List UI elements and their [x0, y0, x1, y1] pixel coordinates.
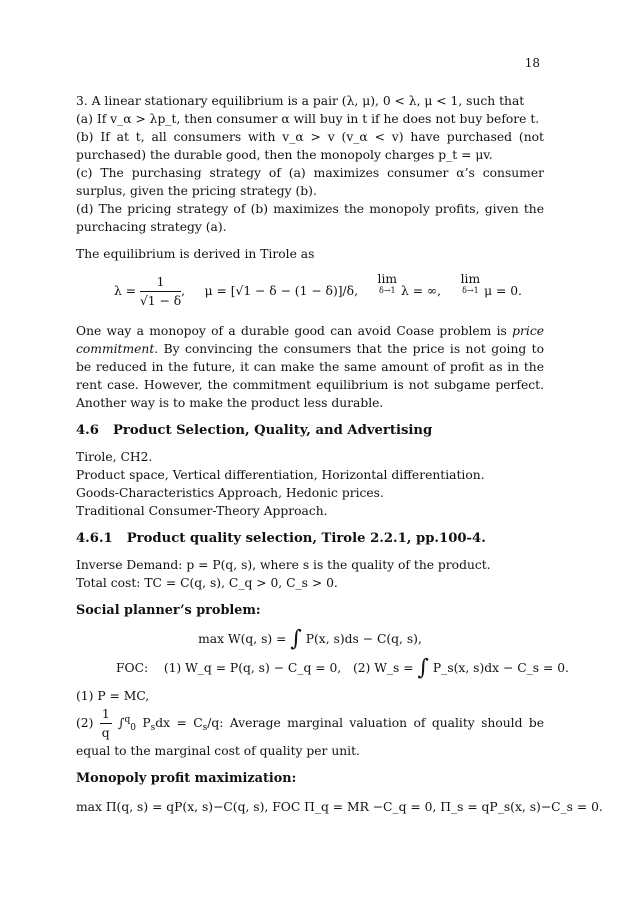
section-4-6-heading: 4.6 Product Selection, Quality, and Advertising: [76, 423, 433, 438]
item-3d: (d) The pricing strategy of (b) maximizes the monopoly profits, given the purchacing strategy (a).: [76, 202, 544, 234]
limit-operator-2: lim δ→1: [460, 272, 481, 295]
item-3: 3. A linear stationary equilibrium is a pair (λ, μ), 0 < λ, μ < 1, such that: [76, 94, 525, 108]
page-content: [76, 92, 603, 816]
section-line: Tirole, CH2.: [76, 450, 153, 464]
social-planner-heading: Social planner’s problem:: [76, 603, 261, 618]
commitment-paragraph: One way a monopoy of a durable good can avoid Coase problem is price commitment. By convincing the consumers that the price is not going to be reduced in the future, it can make the same amount of profit as in the rent case. However, the commitment equilibrium is not subgame perfect. Another way is to make the product less durable.: [76, 324, 544, 410]
inverse-demand: Inverse Demand: p = P(q, s), where s is the quality of the product.: [76, 558, 491, 572]
price-commitment-emphasis: price commitment: [76, 324, 544, 356]
social-objective: max W(q, s) = ∫ P(x, s)ds − C(q, s),: [198, 626, 422, 652]
lambda-numerator: 1: [140, 273, 181, 292]
total-cost: Total cost: TC = C(q, s), C_q > 0, C_s > 0.: [76, 576, 338, 590]
item-3a: (a) If v_α > λp_t, then consumer α will buy in t if he does not buy before t.: [76, 112, 540, 126]
mu-limit: μ = 0.: [484, 284, 522, 298]
result-1: (1) P = MC,: [76, 689, 150, 703]
mu-expression: μ = [√1 − δ − (1 − δ)]/δ,: [204, 284, 358, 298]
section-line: Goods-Characteristics Approach, Hedonic prices.: [76, 486, 384, 500]
result-2: (2) $\frac{1}{q}$ ∫$^q_0$ $P_sdx = C_s/q$: Average marginal valuation of quality should be equal to the marginal cost of quality per unit.: [76, 707, 545, 758]
monopoly-heading: Monopoly profit maximization:: [76, 771, 297, 786]
integral-sign: ∫: [290, 626, 302, 652]
foc-line: FOC: (1) W_q = P(q, s) − C_q = 0, (2) W_s = ∫ P_s(x, s)dx − C_s = 0.: [116, 655, 569, 680]
lambda-fraction: [140, 273, 181, 310]
equilibrium-equation: λ = $\frac{1}{√1 - \delta}$ , μ = [√1 − δ − (1 − δ)]/δ, lim δ→1 λ = ∞, lim δ→1 μ = 0.: [114, 272, 522, 308]
page-number: 18: [524, 56, 540, 70]
section-line: Product space, Vertical differentiation, Horizontal differentiation.: [76, 468, 485, 482]
lambda-limit: λ = ∞,: [401, 284, 442, 298]
lambda-denominator: √1 − δ: [139, 294, 182, 308]
limit-operator-1: lim δ→1: [377, 272, 398, 295]
item-3c: (c) The purchasing strategy of (a) maximizes consumer α’s consumer surplus, given the pricing strategy (b).: [76, 166, 544, 198]
section-line: Traditional Consumer-Theory Approach.: [76, 504, 328, 518]
monopoly-equation: max Π(q, s) = qP(x, s)−C(q, s), FOC Π_q = MR −C_q = 0, Π_s = qP_s(x, s)−C_s = 0.: [76, 800, 603, 814]
item-3b: (b) If at t, all consumers with v_α > v (v_α < v) have purchased (not purchased) the durable good, then the monopoly charges p_t = μv.: [76, 130, 544, 162]
equilibrium-lead: The equilibrium is derived in Tirole as: [76, 247, 315, 261]
integral-sign: ∫: [417, 655, 429, 680]
section-4-6-1-heading: 4.6.1 Product quality selection, Tirole 2.2.1, pp.100-4.: [76, 531, 486, 546]
lambda-lhs: λ =: [114, 284, 137, 298]
